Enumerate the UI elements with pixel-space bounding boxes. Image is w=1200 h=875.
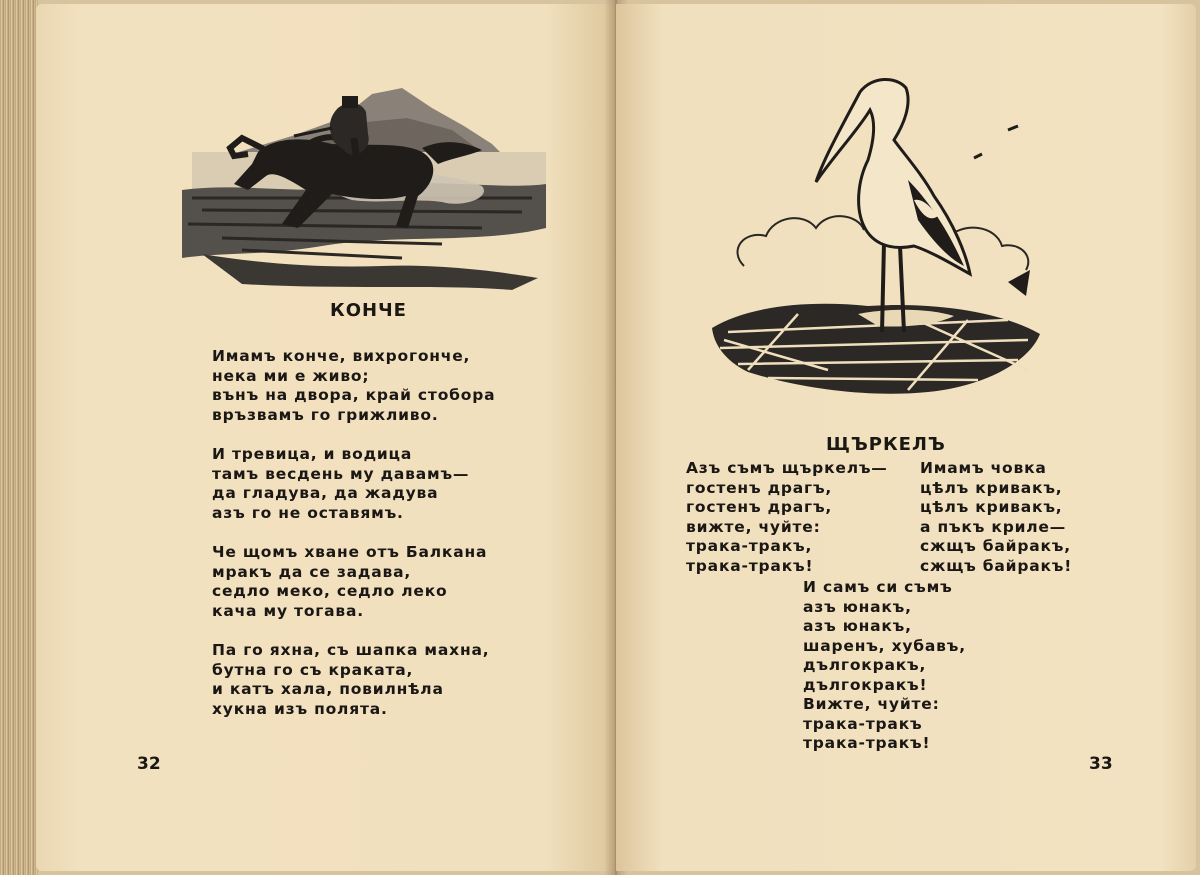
right-page bbox=[616, 4, 1196, 871]
poem-line: цѣлъ кривакъ, bbox=[920, 478, 1063, 497]
poem-line: Вижте, чуйте: bbox=[803, 695, 940, 713]
poem-line: вънъ на двора, край стобора bbox=[212, 386, 496, 404]
poem-line: нека ми е живо; bbox=[212, 366, 370, 385]
poem-line: дългокракъ! bbox=[803, 675, 928, 694]
poem-line: Имамъ човка bbox=[920, 459, 1047, 477]
poem-line: азъ юнакъ, bbox=[803, 597, 912, 616]
stork-column-bottom bbox=[803, 578, 966, 754]
stanza-1 bbox=[212, 347, 495, 425]
poem-line: да гладува, да жадува bbox=[212, 484, 439, 502]
poem-line: трака-тракъ! bbox=[686, 556, 814, 575]
poem-line: азъ го не оставямъ. bbox=[212, 503, 404, 522]
poem-line: Че щомъ хване отъ Балкана bbox=[212, 543, 488, 561]
poem-line: връзвамъ го грижливо. bbox=[212, 405, 439, 424]
poem-line: и катъ хала, повилнѣла bbox=[212, 680, 444, 698]
poem-title: ЩЪРКЕЛЪ bbox=[826, 434, 946, 455]
page-number: 32 bbox=[137, 754, 161, 774]
stork-on-nest-illustration bbox=[708, 70, 1048, 420]
poem-line: Па го яхна, съ шапка махна, bbox=[212, 641, 490, 659]
poem-line: трака-тракъ bbox=[803, 714, 923, 733]
poem-line: Азъ съмъ щъркелъ— bbox=[686, 459, 888, 477]
poem-line: бутна го съ краката, bbox=[212, 660, 414, 679]
poem-line: И тревица, и водица bbox=[212, 445, 413, 463]
poem-line: цѣлъ кривакъ, bbox=[920, 498, 1063, 516]
poem-title: КОНЧЕ bbox=[330, 300, 407, 321]
poem-line: шаренъ, хубавъ, bbox=[803, 636, 966, 655]
poem-line: азъ юнакъ, bbox=[803, 617, 912, 635]
poem-line: сжщъ байракъ, bbox=[920, 537, 1071, 555]
poem-line: трака-тракъ! bbox=[803, 734, 931, 752]
poem-line: гостенъ драгъ, bbox=[686, 478, 833, 497]
poem-line: сжщъ байракъ! bbox=[920, 556, 1073, 575]
poem-line: мракъ да се задава, bbox=[212, 562, 412, 581]
poem-line: Имамъ конче, вихрогонче, bbox=[212, 347, 471, 365]
poem-line: гостенъ драгъ, bbox=[686, 498, 833, 516]
poem-line: а пъкъ криле— bbox=[920, 517, 1067, 536]
stork-column-right bbox=[920, 459, 1072, 576]
poem-line: дългокракъ, bbox=[803, 656, 927, 674]
book-page-edges bbox=[0, 0, 38, 875]
poem-line: седло меко, седло леко bbox=[212, 582, 448, 600]
stork-column-left bbox=[686, 459, 888, 576]
poem-line: вижте, чуйте: bbox=[686, 517, 821, 536]
stanza-2 bbox=[212, 445, 469, 523]
poem-line: хукна изъ полята. bbox=[212, 699, 388, 718]
page-number: 33 bbox=[1089, 754, 1113, 774]
poem-line: тамъ весдень му давамъ— bbox=[212, 464, 470, 483]
stanza-4 bbox=[212, 641, 489, 719]
poem-line: кача му тогава. bbox=[212, 601, 364, 620]
left-page bbox=[36, 4, 614, 871]
stanza-3 bbox=[212, 543, 487, 621]
poem-line: И самъ си съмъ bbox=[803, 578, 953, 596]
horse-rider-illustration bbox=[182, 78, 548, 294]
poem-line: трака-тракъ, bbox=[686, 537, 813, 555]
